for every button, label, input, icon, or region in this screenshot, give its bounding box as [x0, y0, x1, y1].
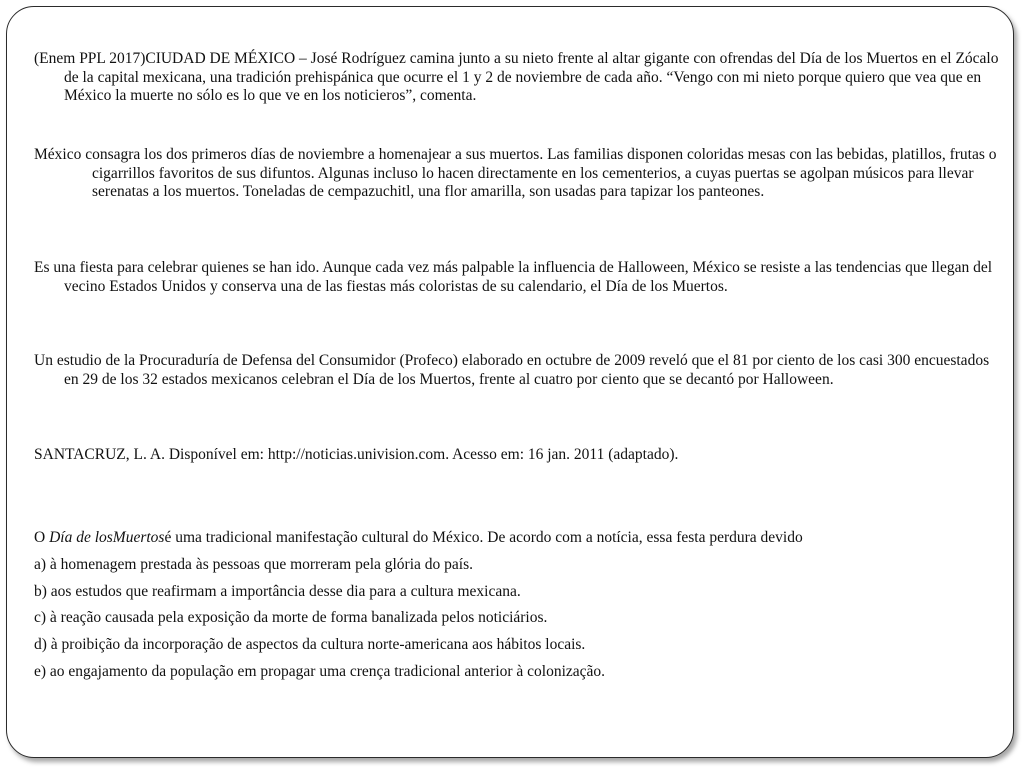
article-paragraph-3: Es una fiesta para celebrar quienes se han ido. Aunque cada vez más palpable la influencia de Halloween, México se resiste a las tendencias que llegan del vecino Estados Unidos y conserva una de las fiestas más coloristas de su calendario, el Día de los Muertos. — [34, 259, 993, 295]
answer-option-c[interactable]: c) à reação causada pela exposição da morte de forma banalizada pelos noticiários. — [34, 609, 548, 627]
question-prefix: O — [34, 529, 50, 546]
article-paragraph-1: (Enem PPL 2017)CIUDAD DE MÉXICO – José Rodríguez camina junto a su nieto frente al altar gigante con ofrendas del Día de los Muertos en el Zócalo de la capital mexicana, una tradición prehispánica que ocurre el 1 y 2 de noviembre de cada año. “Vengo con mi nieto porque quiero que vea que en México la muerte no sólo es lo que ve en los noticieros”, comenta. — [34, 50, 999, 105]
answer-option-d[interactable]: d) à proibição da incorporação de aspectos da cultura norte-americana aos hábitos locais. — [34, 636, 586, 654]
question-stem — [34, 525, 974, 552]
answer-option-e[interactable]: e) ao engajamento da população em propagar uma crença tradicional anterior à colonização. — [34, 662, 606, 680]
question-suffix: é uma tradicional manifestação cultural do México. De acordo com a notícia, essa festa perdura devido — [164, 529, 803, 546]
source-citation: SANTACRUZ, L. A. Disponível em: http://noticias.univision.com. Acesso em: 16 jan. 2011 (adaptado). — [34, 446, 679, 463]
article-paragraph-4: Un estudio de la Procuraduría de Defensa del Consumidor (Profeco) elaborado en octubre de 2009 reveló que el 81 por ciento de los casi 300 encuestados en 29 de los 32 estados mexicanos celebran el Día de los Muertos, frente al cuatro por ciento que se decantó por Halloween. — [34, 352, 990, 388]
question-emphasis: Día de losMuertos — [49, 529, 165, 546]
answer-option-b[interactable]: b) aos estudos que reafirmam a importância desse dia para a cultura mexicana. — [34, 582, 521, 600]
question-block — [34, 525, 974, 686]
answer-option-a[interactable]: a) à homenagem prestada às pessoas que morreram pela glória do país. — [34, 555, 474, 573]
article-paragraph-2: México consagra los dos primeros días de noviembre a homenajear a sus muertos. Las familias disponen coloridas mesas con las bebidas, platillos, frutas o cigarrillos favoritos de sus difuntos. Algunas incluso lo hacen directamente en los cementerios, a cuyas puertas se agolpan músicos para llevar serenatas a los muertos. Toneladas de cempazuchitl, una flor amarilla, son usadas para tapizar los panteones. — [34, 146, 997, 201]
